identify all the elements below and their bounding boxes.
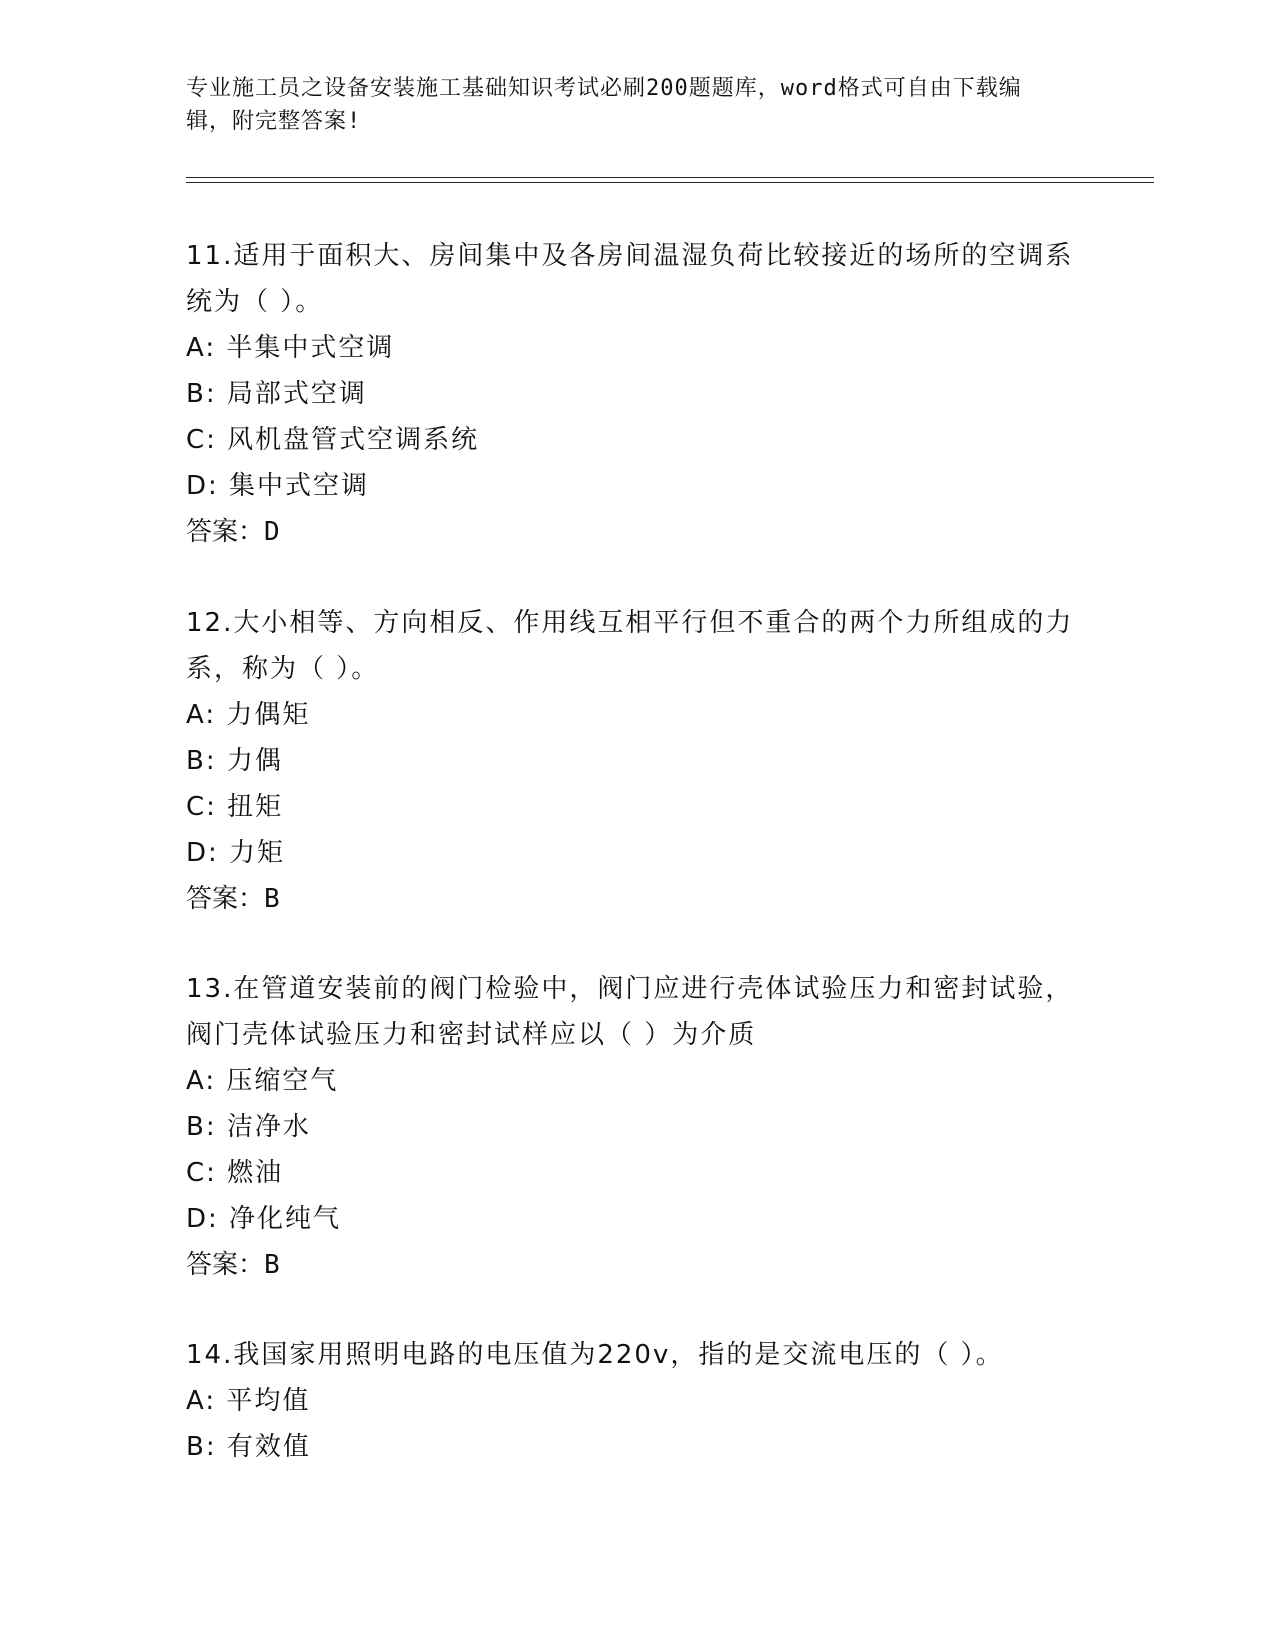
- header-divider-top: [186, 177, 1154, 178]
- option-c: C: 风机盘管式空调系统: [186, 425, 480, 455]
- question-12: [186, 600, 1086, 922]
- option-c: C: 燃油: [186, 1158, 284, 1188]
- option-d: D: 力矩: [186, 838, 286, 868]
- answer-line: 答案：B: [186, 884, 280, 914]
- answer-line: 答案：D: [186, 517, 280, 547]
- option-b: B: 洁净水: [186, 1112, 311, 1142]
- option-a: A: 力偶矩: [186, 700, 311, 730]
- question-13: [186, 966, 1086, 1288]
- question-stem: 12.大小相等、方向相反、作用线互相平行但不重合的两个力所组成的力系，称为（ ）。: [186, 608, 1074, 684]
- option-b: B: 力偶: [186, 746, 283, 776]
- option-c: C: 扭矩: [186, 792, 284, 822]
- header-divider-bottom: [186, 182, 1154, 183]
- option-b: B: 有效值: [186, 1432, 311, 1462]
- option-a: A: 半集中式空调: [186, 333, 395, 363]
- question-stem: 14.我国家用照明电路的电压值为220v，指的是交流电压的（ ）。: [186, 1340, 1004, 1370]
- question-11: [186, 233, 1086, 555]
- option-a: A: 压缩空气: [186, 1066, 339, 1096]
- question-14: [186, 1332, 1086, 1470]
- document-header-title: 专业施工员之设备安装施工基础知识考试必刷200题题库，word格式可自由下载编辑，附完整答案!: [186, 76, 1022, 134]
- question-stem: 11.适用于面积大、房间集中及各房间温湿负荷比较接近的场所的空调系统为（ ）。: [186, 241, 1074, 317]
- option-a: A: 平均值: [186, 1386, 311, 1416]
- option-d: D: 净化纯气: [186, 1204, 342, 1234]
- answer-line: 答案：B: [186, 1250, 280, 1280]
- option-b: B: 局部式空调: [186, 379, 367, 409]
- option-d: D: 集中式空调: [186, 471, 370, 501]
- question-stem: 13.在管道安装前的阀门检验中，阀门应进行壳体试验压力和密封试验，阀门壳体试验压力和密封试样应以（ ）为介质: [186, 974, 1074, 1050]
